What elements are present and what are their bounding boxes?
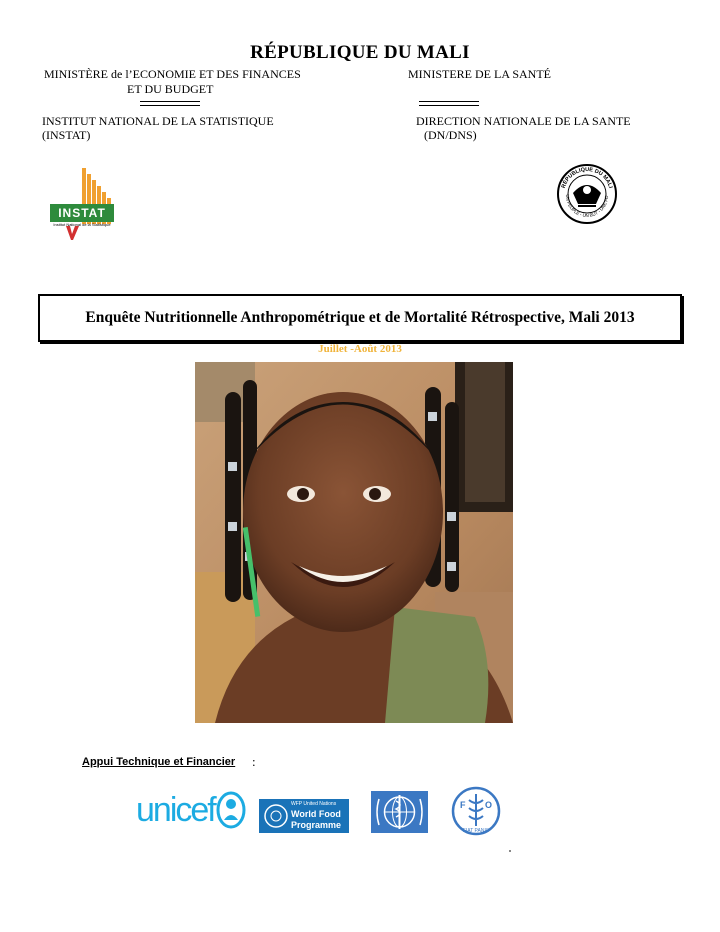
left-institute-line2: (INSTAT) bbox=[42, 128, 91, 142]
fao-logo bbox=[445, 786, 507, 836]
unicef-logo bbox=[136, 788, 246, 834]
left-ministry-line2: ET DU BUDGET bbox=[127, 82, 214, 96]
instat-logo bbox=[48, 164, 116, 240]
who-logo bbox=[371, 791, 428, 833]
left-divider bbox=[140, 101, 200, 106]
survey-period: Juillet -Août 2013 bbox=[318, 343, 402, 355]
document-title-box bbox=[38, 294, 682, 342]
mali-seal-top-text: RÉPUBLIQUE DU MALI bbox=[560, 166, 614, 190]
unicef-logo-text: unicef bbox=[136, 791, 215, 829]
document-title: Enquête Nutritionnelle Anthropométrique et de Mortalité Rétrospective, Mali 2013 bbox=[85, 309, 635, 326]
cover-photo-child bbox=[195, 362, 513, 723]
support-colon: : bbox=[252, 754, 256, 769]
right-ministry: MINISTERE DE LA SANTÉ bbox=[408, 67, 551, 81]
fao-letter-f: F bbox=[460, 800, 466, 810]
instat-logo-caption: Institut National de la Statistique bbox=[53, 222, 111, 227]
wfp-line2: World Food bbox=[291, 809, 341, 819]
instat-logo-text: INSTAT bbox=[58, 206, 106, 220]
mali-seal-bottom-text: UN PEUPLE - UN BUT - UNE FO bbox=[564, 194, 610, 219]
wfp-line3: Programme bbox=[291, 820, 342, 830]
wfp-logo bbox=[259, 799, 349, 833]
stray-dot bbox=[509, 850, 511, 852]
right-divider bbox=[419, 101, 479, 106]
fao-motto: FIAT PANIS bbox=[462, 828, 490, 834]
fao-letter-o: O bbox=[485, 800, 493, 810]
right-institute-line1: DIRECTION NATIONALE DE LA SANTE bbox=[416, 114, 631, 128]
left-institute-line1: INSTITUT NATIONAL DE LA STATISTIQUE bbox=[42, 114, 274, 128]
mali-seal-logo bbox=[556, 163, 618, 225]
left-ministry-line1: MINISTÈRE de l’ECONOMIE ET DES FINANCES bbox=[44, 67, 301, 81]
country-title: RÉPUBLIQUE DU MALI bbox=[250, 42, 470, 63]
support-label: Appui Technique et Financier bbox=[82, 756, 236, 768]
wfp-line1: WFP United Nations bbox=[291, 801, 337, 807]
right-institute-line2: (DN/DNS) bbox=[424, 128, 477, 142]
